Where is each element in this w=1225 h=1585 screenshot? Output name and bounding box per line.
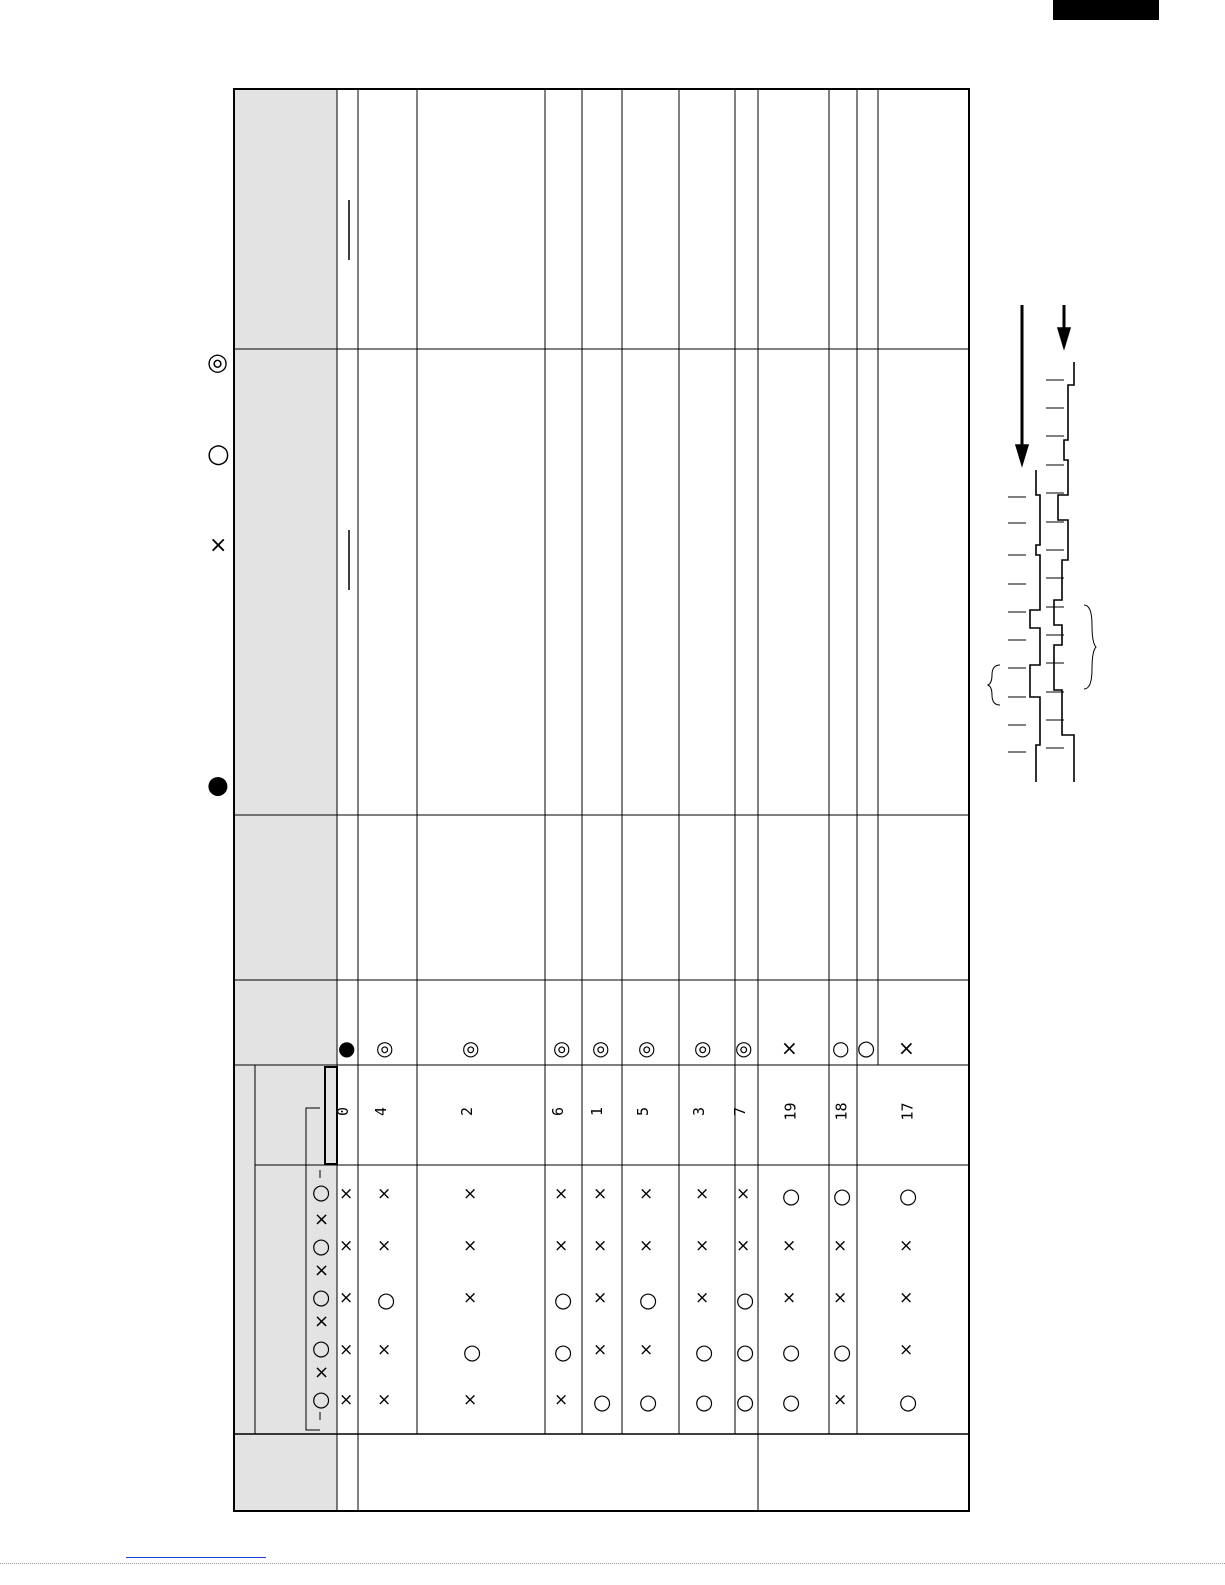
- row-bit: ○: [554, 1340, 573, 1364]
- timing-waveform: [988, 305, 1096, 782]
- row-bit: ×: [782, 1236, 797, 1256]
- row-bit: ○: [695, 1390, 714, 1414]
- row-status: ◎: [376, 1036, 394, 1060]
- row-bit: ○: [639, 1288, 658, 1312]
- row-bit: ×: [554, 1184, 569, 1204]
- header-bit: ×: [314, 1209, 330, 1230]
- row-bit: ×: [463, 1390, 478, 1410]
- row-bit: ×: [339, 1288, 354, 1308]
- row-status: ×: [781, 1036, 798, 1060]
- row-code: 19: [781, 1102, 800, 1121]
- row-bit: ×: [463, 1236, 478, 1256]
- row-bit: ○: [782, 1184, 801, 1208]
- row-bit: ○: [782, 1340, 801, 1364]
- row-bit: ×: [377, 1390, 392, 1410]
- header-bit: ○: [312, 1285, 331, 1309]
- row-bit: ×: [695, 1236, 710, 1256]
- row-code: 17: [898, 1102, 917, 1121]
- row-bit: ×: [899, 1288, 914, 1308]
- row-bit: ×: [593, 1288, 608, 1308]
- legend-cross-icon: ×: [209, 533, 228, 558]
- row-bit: ○: [833, 1340, 852, 1364]
- row-bit: ×: [339, 1390, 354, 1410]
- legend-filled-circle-icon: ●: [207, 770, 229, 799]
- row-status: ◎: [694, 1036, 712, 1060]
- row-bit: ×: [463, 1184, 478, 1204]
- header-bit: ×: [314, 1362, 330, 1383]
- row-bit: ×: [736, 1236, 751, 1256]
- row-bit: ×: [554, 1390, 569, 1410]
- row-bit: ○: [463, 1340, 482, 1364]
- header-bit: ○: [312, 1336, 331, 1360]
- row-bit: ×: [899, 1236, 914, 1256]
- header-bit: ×: [314, 1260, 330, 1281]
- header-bit: ×: [314, 1311, 330, 1332]
- row-bit: ○: [899, 1184, 918, 1208]
- footer-link-underline: [126, 1557, 266, 1558]
- row-code: 1: [588, 1106, 607, 1117]
- row-status: ●: [338, 1036, 356, 1060]
- row-bit: ○: [736, 1390, 755, 1414]
- row-bit: ×: [593, 1184, 608, 1204]
- header-bit: ○: [312, 1387, 331, 1411]
- row-bit: ×: [339, 1340, 354, 1360]
- row-bit: ○: [782, 1390, 801, 1414]
- row-bit: ○: [736, 1340, 755, 1364]
- row-status: ◎: [553, 1036, 571, 1060]
- row-bit: ×: [782, 1288, 797, 1308]
- row-bit: ×: [695, 1288, 710, 1308]
- row-bit: ○: [899, 1390, 918, 1414]
- row-bit: ○: [695, 1340, 714, 1364]
- row-bit: ×: [736, 1184, 751, 1204]
- row-bit: ×: [899, 1340, 914, 1360]
- row-status: ×: [898, 1036, 915, 1060]
- row-bit: ×: [639, 1236, 654, 1256]
- row-status: ◎: [735, 1036, 753, 1060]
- legend-circle-icon: ○: [207, 439, 230, 469]
- row-status: ◎: [462, 1036, 480, 1060]
- row-status: ◎: [638, 1036, 656, 1060]
- row-bit: ×: [833, 1236, 848, 1256]
- row-bit: ×: [339, 1236, 354, 1256]
- row-bit: ○: [833, 1184, 852, 1208]
- legend-double-circle-icon: ◎: [207, 348, 228, 376]
- row-code: 6: [549, 1106, 568, 1117]
- row-status: ○: [832, 1036, 850, 1060]
- row-code: 7: [731, 1106, 750, 1117]
- row-bit: ○: [554, 1288, 573, 1312]
- row-bit: ×: [593, 1236, 608, 1256]
- row-code: 5: [634, 1106, 653, 1117]
- row-status: ◎: [592, 1036, 610, 1060]
- row-bit: ×: [639, 1184, 654, 1204]
- row-bit: ×: [593, 1340, 608, 1360]
- row-code: 0: [334, 1106, 353, 1117]
- row-code: 3: [690, 1106, 709, 1117]
- row-bit: ×: [554, 1236, 569, 1256]
- row-bit: ×: [377, 1184, 392, 1204]
- row-bit: ×: [833, 1390, 848, 1410]
- row-bit: ×: [377, 1236, 392, 1256]
- row-code: 2: [458, 1106, 477, 1117]
- row-bit: ○: [593, 1390, 612, 1414]
- row-bit: ×: [339, 1184, 354, 1204]
- header-bit: ○: [312, 1234, 331, 1258]
- row-bit: ○: [377, 1288, 396, 1312]
- row-bit: ×: [833, 1288, 848, 1308]
- row-bit: ×: [639, 1340, 654, 1360]
- row-code: 4: [372, 1106, 391, 1117]
- row-bit: ×: [463, 1288, 478, 1308]
- header-bit: ○: [312, 1180, 331, 1204]
- row-code: 18: [832, 1102, 851, 1121]
- row-bit: ×: [377, 1340, 392, 1360]
- row-bit: ○: [736, 1288, 755, 1312]
- row-bit: ○: [639, 1390, 658, 1414]
- row-bit: ×: [695, 1184, 710, 1204]
- page-edge: [0, 1563, 1225, 1564]
- extra-status: ○: [857, 1036, 876, 1060]
